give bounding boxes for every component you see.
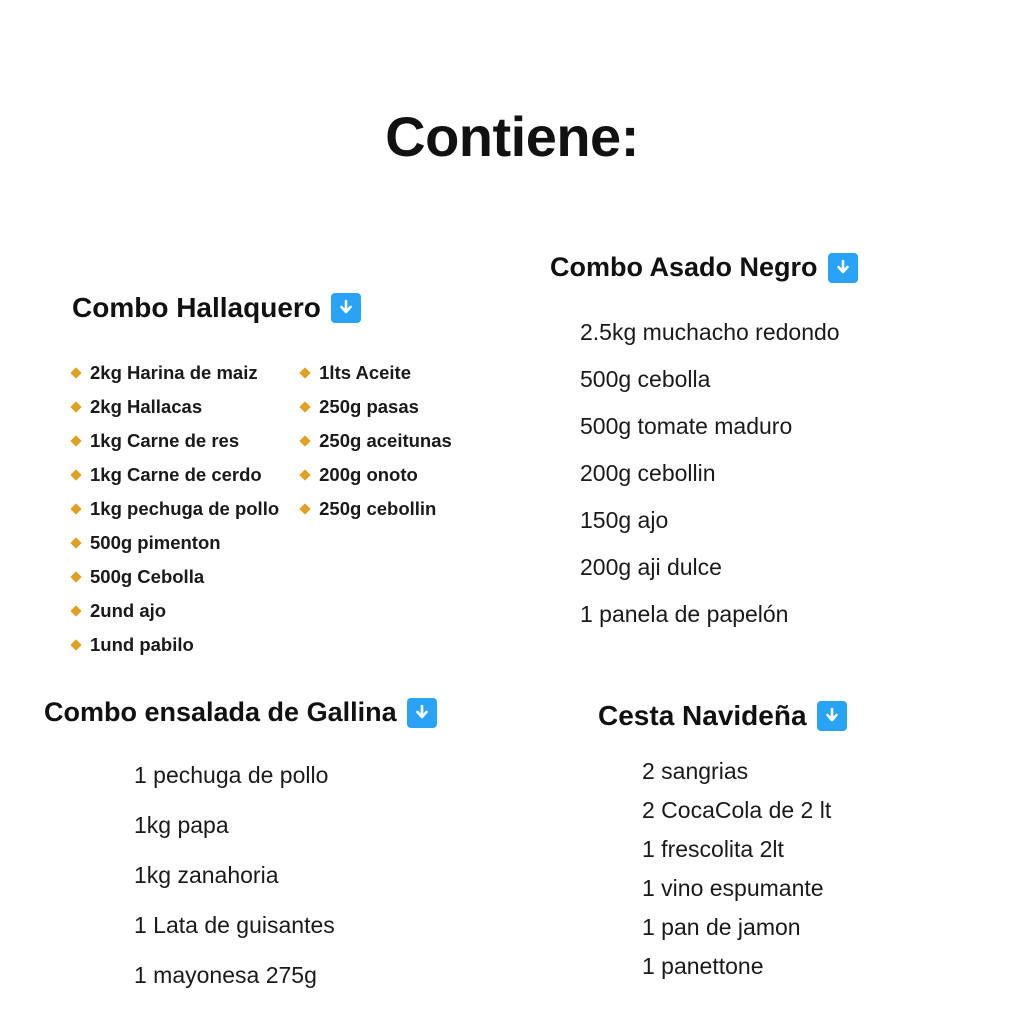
down-arrow-icon	[817, 701, 847, 731]
list-item: 500g tomate maduro	[580, 413, 793, 439]
list-item: 250g aceitunas	[301, 424, 452, 458]
list-item: 1kg Carne de cerdo	[72, 458, 279, 492]
list-item: 1 frescolita 2lt	[642, 836, 784, 862]
combo-hallaquero-column-2	[301, 356, 452, 662]
list-item: 1 pechuga de pollo	[134, 762, 329, 788]
list-item: 250g pasas	[301, 390, 452, 424]
list-item: 2kg Hallacas	[72, 390, 279, 424]
combo-hallaquero-column-1	[72, 356, 279, 662]
combo-hallaquero-columns	[72, 356, 542, 662]
list-item: 1 pan de jamon	[642, 914, 801, 940]
combo-ensalada-gallina-heading	[44, 697, 564, 728]
list-item: 1kg papa	[134, 812, 229, 838]
cesta-navidena-title: Cesta Navideña	[598, 700, 807, 731]
list-item: 2.5kg muchacho redondo	[580, 319, 840, 345]
combo-hallaquero-title: Combo Hallaquero	[72, 292, 321, 323]
list-item: 1 panettone	[642, 953, 764, 979]
list-item: 2 sangrias	[642, 758, 749, 784]
list-item: 500g pimenton	[72, 526, 279, 560]
cesta-navidena-list	[598, 752, 1018, 986]
list-item: 1 vino espumante	[642, 875, 824, 901]
list-item: 1 panela de papelón	[580, 601, 789, 627]
list-item: 500g cebolla	[580, 366, 711, 392]
down-arrow-icon	[331, 293, 361, 323]
list-item: 1kg Carne de res	[72, 424, 279, 458]
list-item: 2und ajo	[72, 594, 279, 628]
combo-asado-negro-title: Combo Asado Negro	[550, 252, 818, 282]
down-arrow-icon	[407, 698, 437, 728]
combo-ensalada-gallina-section	[44, 697, 564, 1000]
list-item: 1und pabilo	[72, 628, 279, 662]
combo-hallaquero-heading	[72, 292, 542, 324]
combo-asado-negro-list	[550, 309, 980, 638]
list-item: 2 CocaCola de 2 lt	[642, 797, 832, 823]
combo-asado-negro-section	[550, 252, 980, 638]
list-item: 1kg zanahoria	[134, 862, 279, 888]
list-item: 2kg Harina de maiz	[72, 356, 279, 390]
page-title: Contiene:	[385, 105, 639, 168]
list-item: 1kg pechuga de pollo	[72, 492, 279, 526]
combo-hallaquero-section	[72, 292, 542, 662]
cesta-navidena-section	[598, 700, 1018, 986]
list-item: 500g Cebolla	[72, 560, 279, 594]
combo-ensalada-gallina-title: Combo ensalada de Gallina	[44, 697, 397, 727]
list-item: 200g cebollin	[580, 460, 716, 486]
list-item: 1lts Aceite	[301, 356, 452, 390]
down-arrow-icon	[828, 253, 858, 283]
list-item: 1 Lata de guisantes	[134, 912, 335, 938]
list-item: 200g onoto	[301, 458, 452, 492]
list-item: 150g ajo	[580, 507, 669, 533]
combo-asado-negro-heading	[550, 252, 980, 283]
list-item: 200g aji dulce	[580, 554, 722, 580]
combo-ensalada-gallina-list	[44, 750, 564, 1000]
list-item: 1 mayonesa 275g	[134, 962, 317, 988]
cesta-navidena-heading	[598, 700, 1018, 732]
list-item: 250g cebollin	[301, 492, 452, 526]
